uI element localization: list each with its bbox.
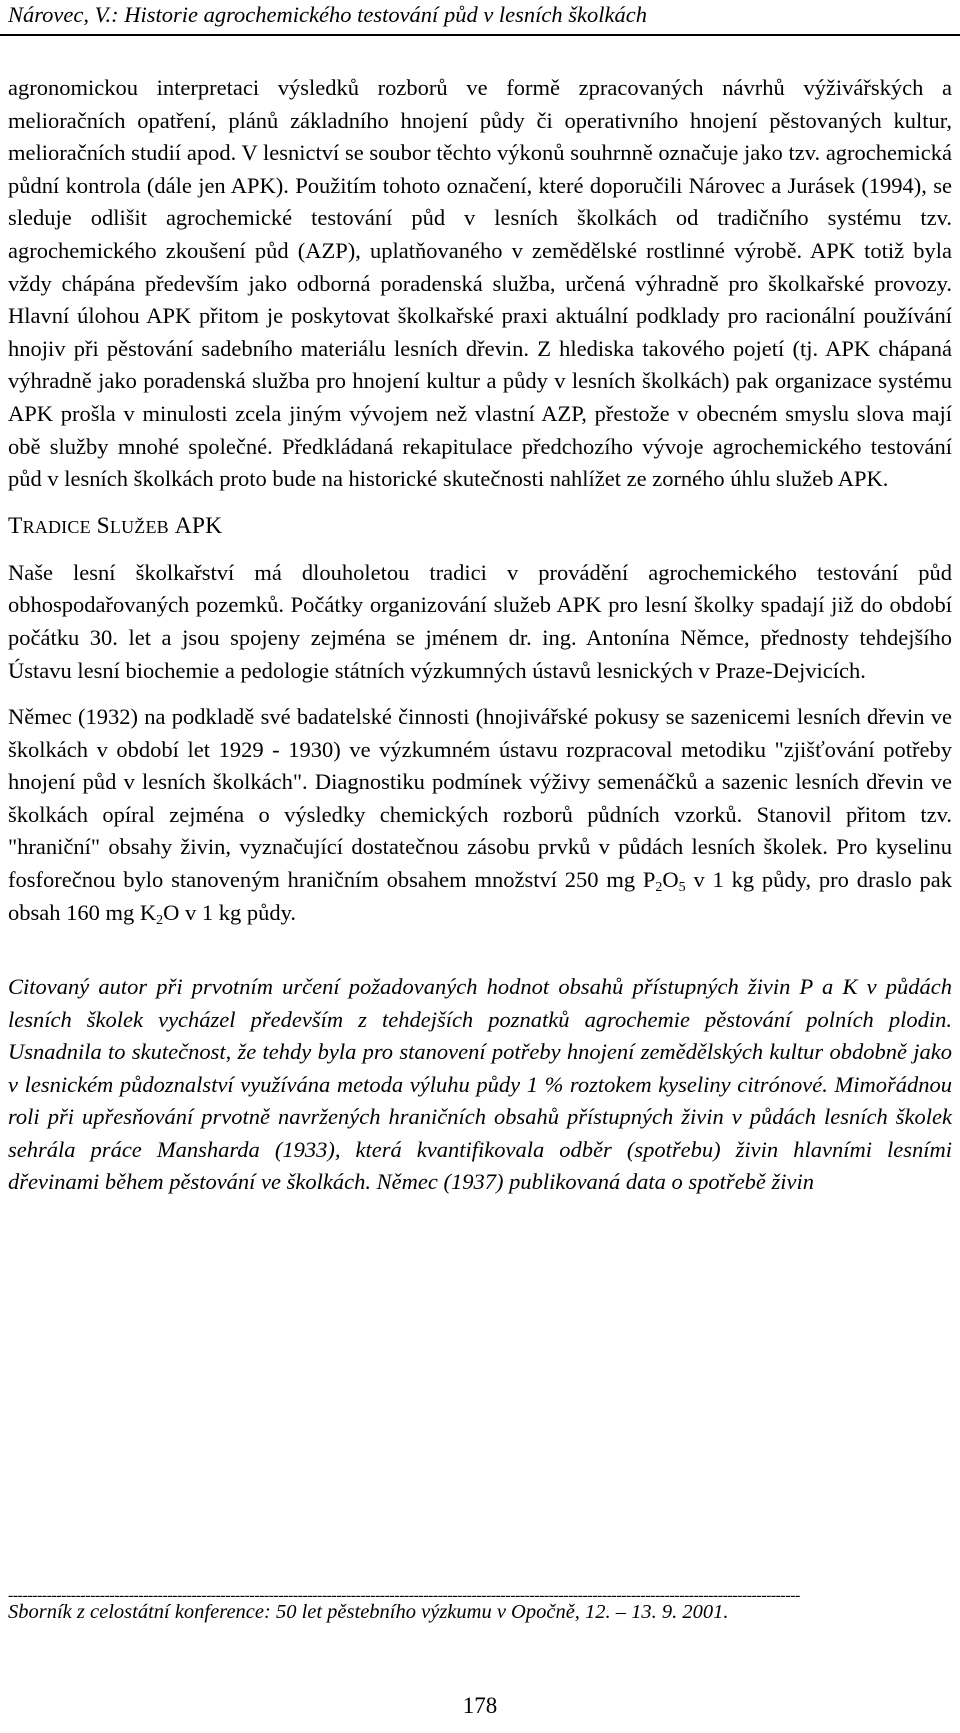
oxygen-label: O [662, 867, 679, 893]
heading-letter-s: S [96, 512, 110, 539]
p-subscript: 2 [655, 880, 663, 896]
italic-section [8, 971, 952, 1199]
heading-word-luzeb: LUŽEB [109, 516, 169, 537]
paragraph-apk-intro: agronomickou interpretaci výsledků rozborů ve formě zpracovaných návrhů výživářských a melioračních opatření, plánů základního hnojení půdy či operativního hnojení pěstovaných kultur, melioračních studií apod. V lesnictví se soubor těchto výkonů souhrnně označuje jako tzv. agrochemická půdní kontrola (dále jen APK). Použitím tohoto označení, které doporučili Nárovec a Jurásek (1994), se sleduje odlišit agrochemické testování půd v lesních školkách od tradičního systému tzv. agrochemického zkoušení půd (AZP), uplatňovaného v zemědělské rostlinné výrobě. APK totiž byla vždy chápána především jako odborná poradenská služba, určená výhradně pro školkařské provozy. Hlavní úlohou APK přitom je poskytovat školkařské praxi aktuální podklady pro racionální používání hnojiv při pěstování sadebního materiálu lesních dřevin. Z hlediska takového pojetí (tj. APK chápaná výhradně jako poradenská služba pro hnojení kultur a půdy v lesních školkách) pak organizace systému APK prošla v minulosti zcela jiným vývojem než vlastní AZP, přestože v obecném smyslu slova mají obě služby mnohé společné. Předkládaná rekapitulace předchozího vývoje agrochemického testování půd v lesních školkách proto bude na historické skutečnosti nahlížet ze zorného úhlu služeb APK. [8, 75, 952, 492]
section-heading [8, 510, 952, 543]
k-subscript: 2 [156, 912, 164, 928]
nemec-text-end: O v 1 kg půdy. [163, 899, 297, 925]
paragraph-cited-author: Citovaný autor při prvotním určení požadovaných hodnot obsahů přístupných živin P a K v půdách lesních školek vycházel především z tehdejších poznatků agrochemie pěstování polních plodin. Usnadnila to skutečnost, že tehdy byla pro stanovení potřeby hnojení zemědělských kultur obdobně jako v lesnickém půdoznalství využívána metoda výluhu půdy 1 % roztokem kyseliny citrónové. Mimořádnou roli při upřesňování prvotně navržených hraničních obsahů přístupných živin v půdách lesních školek sehrála práce Mansharda (1933), která kvantifikovala odběr (spotřebu) živin hlavními lesními dřevinami během pěstování ve školkách. Němec (1937) publikovaná data o spotřebě živin [8, 974, 952, 1195]
heading-word-radice: RADICE [22, 516, 91, 537]
paragraph-tradition: Naše lesní školkařství má dlouholetou tradici v provádění agrochemického testování půd obhospodařovaných pozemků. Počátky organizování služeb APK pro lesní školky spadají již do období počátku 30. let a jsou spojeny zejména se jménem dr. ing. Antonína Němce, přednosty tehdejšího Ústavu lesní biochemie a pedologie státních výzkumných ústavů lesnických v Praze-Dejvicích. [8, 559, 952, 683]
running-header: Nárovec, V.: Historie agrochemického testování půd v lesních školkách [8, 2, 647, 27]
heading-letter-t: T [8, 512, 23, 539]
paragraph-nemec-1932 [8, 701, 952, 929]
heading-word-apk: APK [174, 512, 223, 539]
nemec-text-main: Němec (1932) na podkladě své badatelské činnosti (hnojivářské pokusy se sazenicemi lesních dřevin ve školkách v období let 1929 - 1930) ve výzkumném ústavu rozpracoval metodiku "zjišťování potřeby hnojení půd v lesních školkách". Diagnostiku podmínek výživy semenáčků a sazenic lesních dřevin ve školkách opíral zejména o výsledky chemických rozborů půdních vzorků. Stanovil přitom tzv. "hraniční" obsahy živin, vyznačující dostatečnou zásobu prvků v půdách lesních školek. Pro kyselinu fosforečnou bylo stanoveným hraničním obsahem množství 250 mg P [8, 704, 952, 893]
nemec-text-mid: v 1 kg půdy, pro draslo pak obsah 160 mg K [8, 867, 952, 925]
page-number: 178 [462, 1693, 498, 1718]
footer-dash-rule: -------------------------------------------------------------------------------------------------------------------------------------------------------------------- [8, 1588, 800, 1604]
footer-conference-note: Sborník z celostátní konference: 50 let pěstebního výzkumu v Opočně, 12. – 13. 9. 2001. [8, 1601, 729, 1623]
o-subscript: 5 [678, 880, 686, 896]
header-divider [0, 34, 960, 36]
page-body [8, 72, 952, 1199]
